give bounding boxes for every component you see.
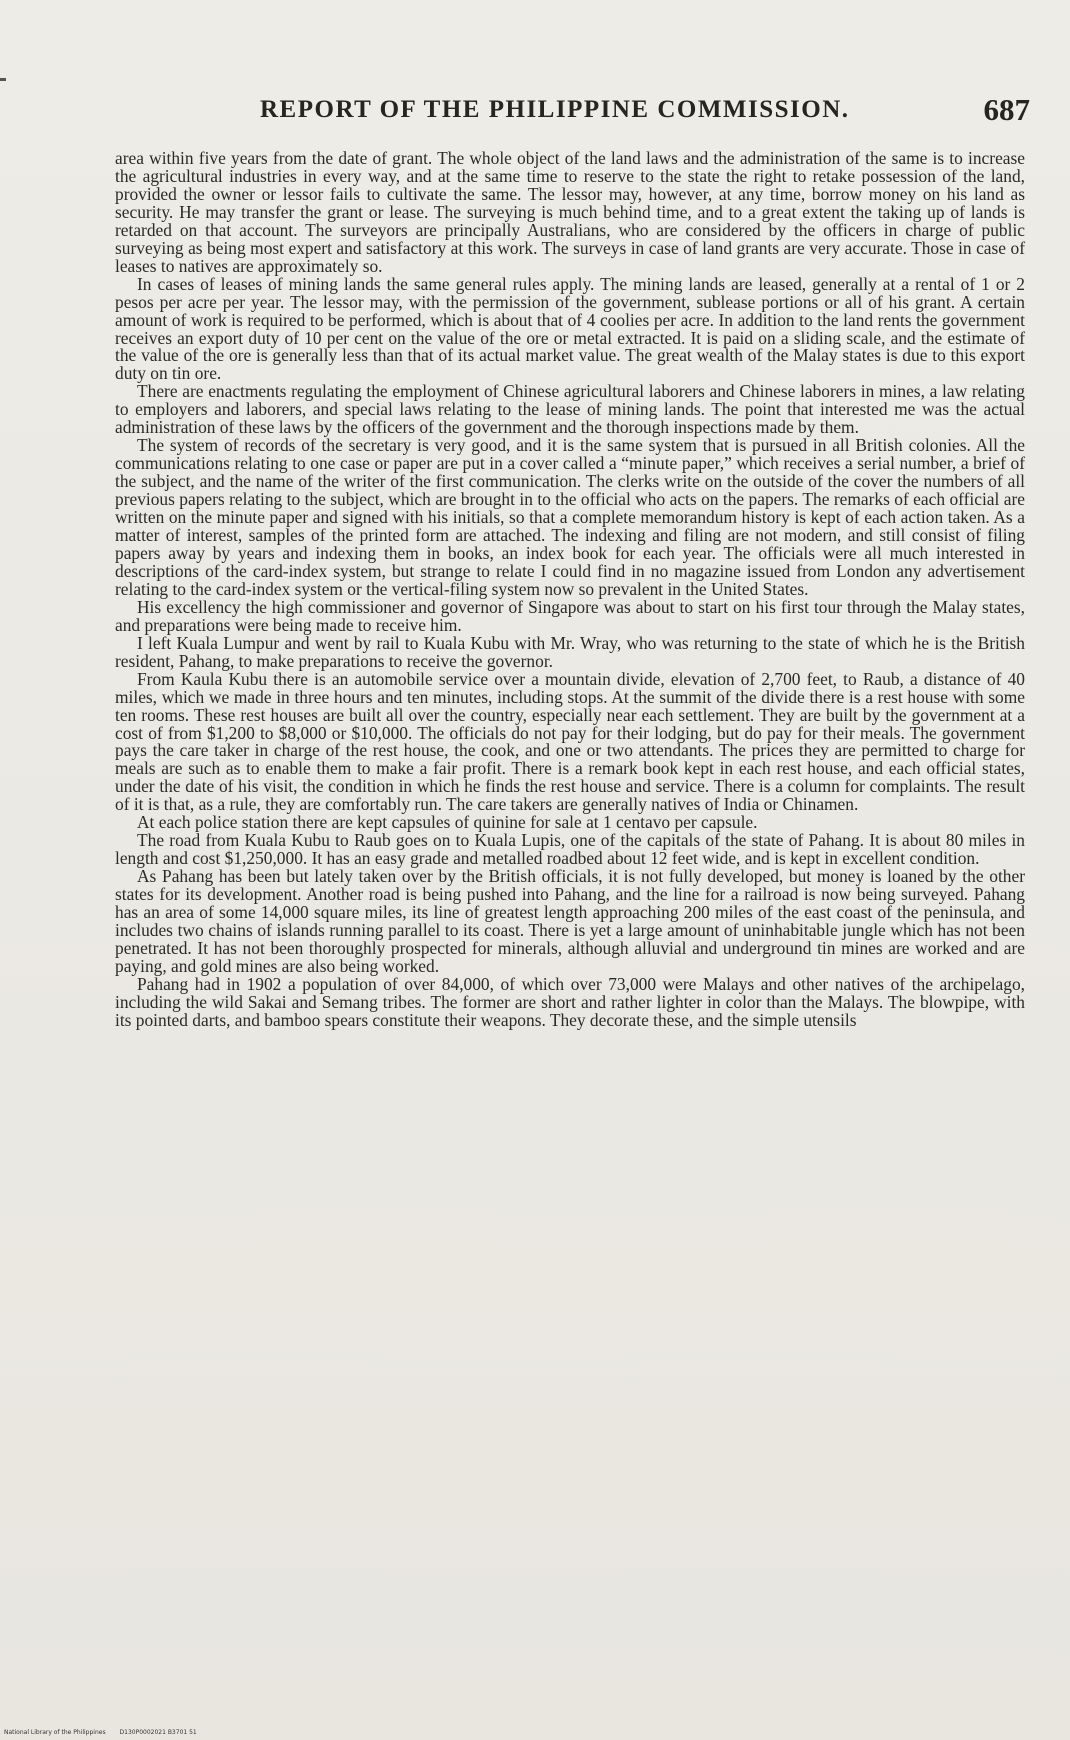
paragraph-rest-houses: From Kaula Kubu there is an automobile service over a mountain divide, elevation of 2,700 feet, to Raub, a distance of 40 miles, which we made in three hours and ten minutes, including stops. At the summit of the divide there is a rest house with some ten rooms. These rest houses are built all over the country, especially near each settlement. They are built by the government at a cost of from $1,200 to $8,000 or $10,000. The officials do not pay for their lodging, but do pay for their meals. The government pays the care taker in charge of the rest house, the cook, and one or two attendants. The prices they are permitted to charge for meals are such as to enable them to make a fair profit. There is a remark book kept in each rest house, and each official states, under the date of his visit, the condition in which he finds the rest house and service. There is a column for complaints. The result of it is that, as a rule, they are comfortably run. The care takers are generally natives of India or Chinamen. <box>115 668 1025 815</box>
paragraph-high-commissioner: His excellency the high commissioner and governor of Singapore was about to start on his first tour through the Malay states, and preparations were being made to receive him. <box>115 596 1025 635</box>
paragraph-records-system: The system of records of the secretary is very good, and it is the same system that is pursued in all British colonies. All the communications relating to one case or paper are put in a cover called a “minute paper,” which receives a serial number, a brief of the subject, and the name of the writer of the first communication. The clerks write on the outside of the cover the numbers of all previous papers relating to the subject, which are brought in to the official who acts on the papers. The remarks of each official are written on the minute paper and signed with his initials, so that a complete memorandum history is kept of each action taken. As a matter of interest, samples of the printed form are attached. The indexing and filing are not modern, and still consist of filing papers away by years and indexing them in books, an index book for each year. The officials were all much interested in descriptions of the card-index system, but strange to relate I could find in no magazine issued from London any advertisement relating to the card-index system or the vertical-filing system now so prevalent in the United States. <box>115 435 1025 599</box>
paragraph-kuala-lumpur: I left Kuala Lumpur and went by rail to Kuala Kubu with Mr. Wray, who was returning to the state of which he is the British resident, Pahang, to make preparations to receive the governor. <box>115 632 1025 671</box>
footer-library: National Library of the Philippines <box>4 1729 106 1736</box>
body-text <box>115 150 1025 1030</box>
paragraph-pahang-development: As Pahang has been but lately taken over by the British officials, it is not fully developed, but money is loaned by the other states for its development. Another road is being pushed into Pahang, and the line for a railroad is now being surveyed. Pahang has an area of some 14,000 square miles, its line of greatest length approaching 200 miles of the east coast of the peninsula, and includes two chains of islands running parallel to its coast. There is yet a large amount of uninhabitable jungle which has not been penetrated. It has not been thoroughly prospected for minerals, although alluvial and underground tin mines are worked and are paying, and gold mines are also being worked. <box>115 866 1025 976</box>
paragraph-land-laws: area within five years from the date of grant. The whole object of the land laws and the administration of the same is to increase the agricultural industries in every way, and at the same time to reserve to the state the right to retake possession of the land, provided the owner or lessor fails to cultivate the same. The lessor may, however, at any time, borrow money on his land as security. He may transfer the grant or lease. The surveying is much behind time, and to a great extent the taking up of lands is retarded on that account. The surveyors are principally Australians, who are considered by the officers in charge of public surveying as being most expert and satisfactory at this work. The surveys in case of land grants are very accurate. Those in case of leases to natives are approximately so. <box>115 148 1025 276</box>
paragraph-mining-leases: In cases of leases of mining lands the same general rules apply. The mining lands are leased, generally at a rental of 1 or 2 pesos per acre per year. The lessor may, with the permission of the government, sublease portions or all of his grant. A certain amount of work is required to be performed, which is about that of 4 coolies per acre. In addition to the land rents the government receives an export duty of 10 per cent on the value of the ore or metal extracted. It is paid on a sliding scale, and the estimate of the value of the ore is generally less than that of its actual market value. The great wealth of the Malay states is due to this export duty on tin ore. <box>115 273 1025 384</box>
paragraph-road-raub: The road from Kuala Kubu to Raub goes on to Kuala Lupis, one of the capitals of the state of Pahang. It is about 80 miles in length and cost $1,250,000. It has an easy grade and metalled roadbed about 12 feet wide, and is kept in excellent condition. <box>115 830 1025 869</box>
footer-identifier: D130P0002021 B3701 51 <box>119 1729 197 1736</box>
scan-footer <box>4 1729 209 1736</box>
paragraph-labor-enactments: There are enactments regulating the employment of Chinese agricultural laborers and Chinese laborers in mines, a law relating to employers and laborers, and special laws relating to the lease of mining lands. The point that interested me was the actual administration of these laws by the officers of the government and the thorough inspections made by them. <box>115 381 1025 438</box>
scan-edge-mark <box>0 78 6 81</box>
page-header <box>120 88 1030 138</box>
running-title: REPORT OF THE PHILIPPINE COMMISSION. <box>260 96 850 123</box>
page-number: 687 <box>983 92 1030 127</box>
paragraph-pahang-population: Pahang had in 1902 a population of over 84,000, of which over 73,000 were Malays and other natives of the archipelago, including the wild Sakai and Semang tribes. The former are short and rather lighter in color than the Malays. The blowpipe, with its pointed darts, and bamboo spears constitute their weapons. They decorate these, and the simple utensils <box>115 973 1025 1030</box>
paragraph-quinine: At each police station there are kept capsules of quinine for sale at 1 centavo per capsule. <box>137 812 758 833</box>
